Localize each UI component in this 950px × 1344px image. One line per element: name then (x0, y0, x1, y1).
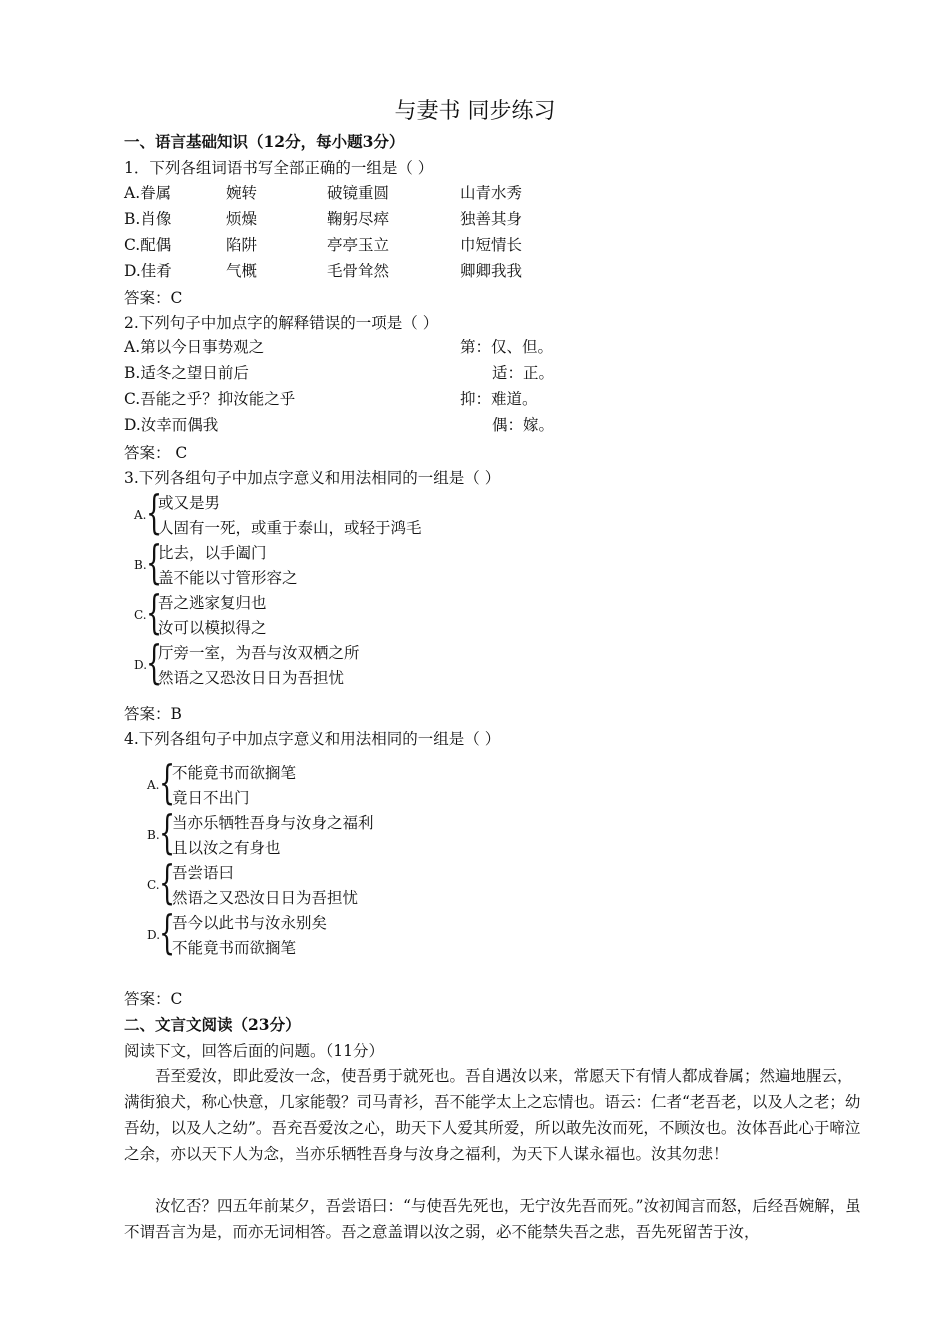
q1-b-1: B.肖像 (124, 210, 172, 228)
passage-paragraph-1: 吾至爱汝，即此爱汝一念，使吾勇于就死也。吾自遇汝以来，常愿天下有情人都成眷属；然遍地腥云，满街狼犬，称心快意，几家能彀？司马青衫，吾不能学太上之忘情也。语云：仁者“老吾老，以及人之老；幼吾幼，以及人之幼”。吾充吾爱汝之心，助天下人爱其所爱，所以敢先汝而死，不顾汝也。汝体吾此心于啼泣之余，亦以天下人为念，当亦乐牺牲吾身与汝身之福利，为天下人谋永福也。汝其勿悲！ (124, 1067, 861, 1163)
q1-b-4: 独善其身 (460, 210, 523, 228)
q1-b-3: 鞠躬尽瘁 (327, 210, 390, 228)
q3-d-line1: 厅旁一室，为吾与汝双栖之所 (158, 644, 360, 662)
q4-b-line2: 且以汝之有身也 (172, 839, 281, 857)
q3-a-line1: 或又是男 (158, 494, 221, 512)
q3-b-label: B. (134, 558, 147, 572)
q2-c: C.吾能之乎？抑汝能之乎 (124, 390, 296, 408)
q3-c-label: C. (134, 608, 147, 622)
q4-c-line2: 然语之又恐汝日日为吾担忧 (172, 889, 359, 907)
q3-d-line2: 然语之又恐汝日日为吾担忧 (158, 669, 345, 687)
q1-d-1: D.佳肴 (124, 262, 172, 280)
q3-stem: 3.下列各组句子中加点字意义和用法相同的一组是（ ） (124, 469, 501, 487)
brace-icon: { (159, 805, 176, 859)
brace-icon: { (146, 485, 163, 539)
q4-d-line1: 吾今以此书与汝永别矣 (172, 914, 328, 932)
q2-a-def: 第：仅、但。 (460, 338, 554, 356)
q4-c-line1: 吾尝语曰 (172, 864, 235, 882)
q1-c-2: 陷阱 (226, 236, 258, 254)
q4-a-line1: 不能竟书而欲搁笔 (172, 764, 297, 782)
q2-a: A.第以今日事势观之 (124, 338, 265, 356)
q4-b-line1: 当亦乐牺牲吾身与汝身之福利 (172, 814, 374, 832)
q4-answer: 答案：C (124, 990, 183, 1008)
brace-icon: { (146, 635, 163, 689)
q1-d-2: 气概 (226, 262, 258, 280)
q2-b: B.适冬之望日前后 (124, 364, 249, 382)
q3-d-label: D. (134, 658, 148, 672)
q3-c-line2: 汝可以模拟得之 (158, 619, 267, 637)
q4-b-label: B. (147, 828, 160, 842)
q4-a-label: A. (147, 778, 160, 792)
q2-d-def: 偶：嫁。 (492, 416, 555, 434)
q3-b-line1: 比去，以手阖门 (158, 544, 267, 562)
q3-b-line2: 盖不能以寸管形容之 (158, 569, 298, 587)
q4-stem: 4.下列各组句子中加点字意义和用法相同的一组是（ ） (124, 730, 501, 748)
q2-answer: 答案： C (124, 444, 188, 462)
q1-answer: 答案：C (124, 289, 183, 307)
q2-d: D.汝幸而偶我 (124, 416, 219, 434)
q1-d-4: 卿卿我我 (460, 262, 523, 280)
section2-intro: 阅读下文，回答后面的问题。（11分） (124, 1042, 384, 1060)
q1-b-2: 烦燥 (226, 210, 258, 228)
q1-c-4: 巾短情长 (460, 236, 523, 254)
q3-c-line1: 吾之逃家复归也 (158, 594, 267, 612)
q1-a-3: 破镜重圆 (327, 184, 390, 202)
q2-b-def: 适：正。 (492, 364, 555, 382)
brace-icon: { (146, 585, 163, 639)
q1-a-2: 婉转 (226, 184, 258, 202)
q4-d-line2: 不能竟书而欲搁笔 (172, 939, 297, 957)
q1-a-1: A.眷属 (124, 184, 172, 202)
q4-d-label: D. (147, 928, 161, 942)
q1-c-3: 亭亭玉立 (327, 236, 390, 254)
brace-icon: { (159, 755, 176, 809)
q1-d-3: 毛骨耸然 (327, 262, 390, 280)
q1-stem: 1．下列各组词语书写全部正确的一组是（ ） (124, 159, 434, 177)
q2-c-def: 抑：难道。 (460, 390, 538, 408)
passage-paragraph-2: 汝忆否？四五年前某夕，吾尝语曰：“与使吾先死也，无宁汝先吾而死。”汝初闻言而怒，后经吾婉解，虽不谓吾言为是，而亦无词相答。吾之意盖谓以汝之弱，必不能禁失吾之悲，吾先死留苦于汝， (124, 1197, 861, 1241)
q4-a-line2: 竟日不出门 (172, 789, 250, 807)
brace-icon: { (159, 905, 176, 959)
q4-c-label: C. (147, 878, 160, 892)
q3-a-label: A. (134, 508, 147, 522)
brace-icon: { (146, 535, 163, 589)
q1-a-4: 山青水秀 (460, 184, 523, 202)
section1-heading: 一、语言基础知识（12分，每小题3分） (124, 132, 405, 151)
q1-c-1: C.配偶 (124, 236, 172, 254)
q3-a-line2: 人固有一死，或重于泰山，或轻于鸿毛 (158, 519, 422, 537)
brace-icon: { (159, 855, 176, 909)
q2-stem: 2.下列句子中加点字的解释错误的一项是（ ） (124, 314, 439, 332)
q3-answer: 答案：B (124, 705, 182, 723)
page-title: 与妻书 同步练习 (394, 99, 556, 124)
section2-heading: 二、文言文阅读（23分） (124, 1015, 301, 1034)
